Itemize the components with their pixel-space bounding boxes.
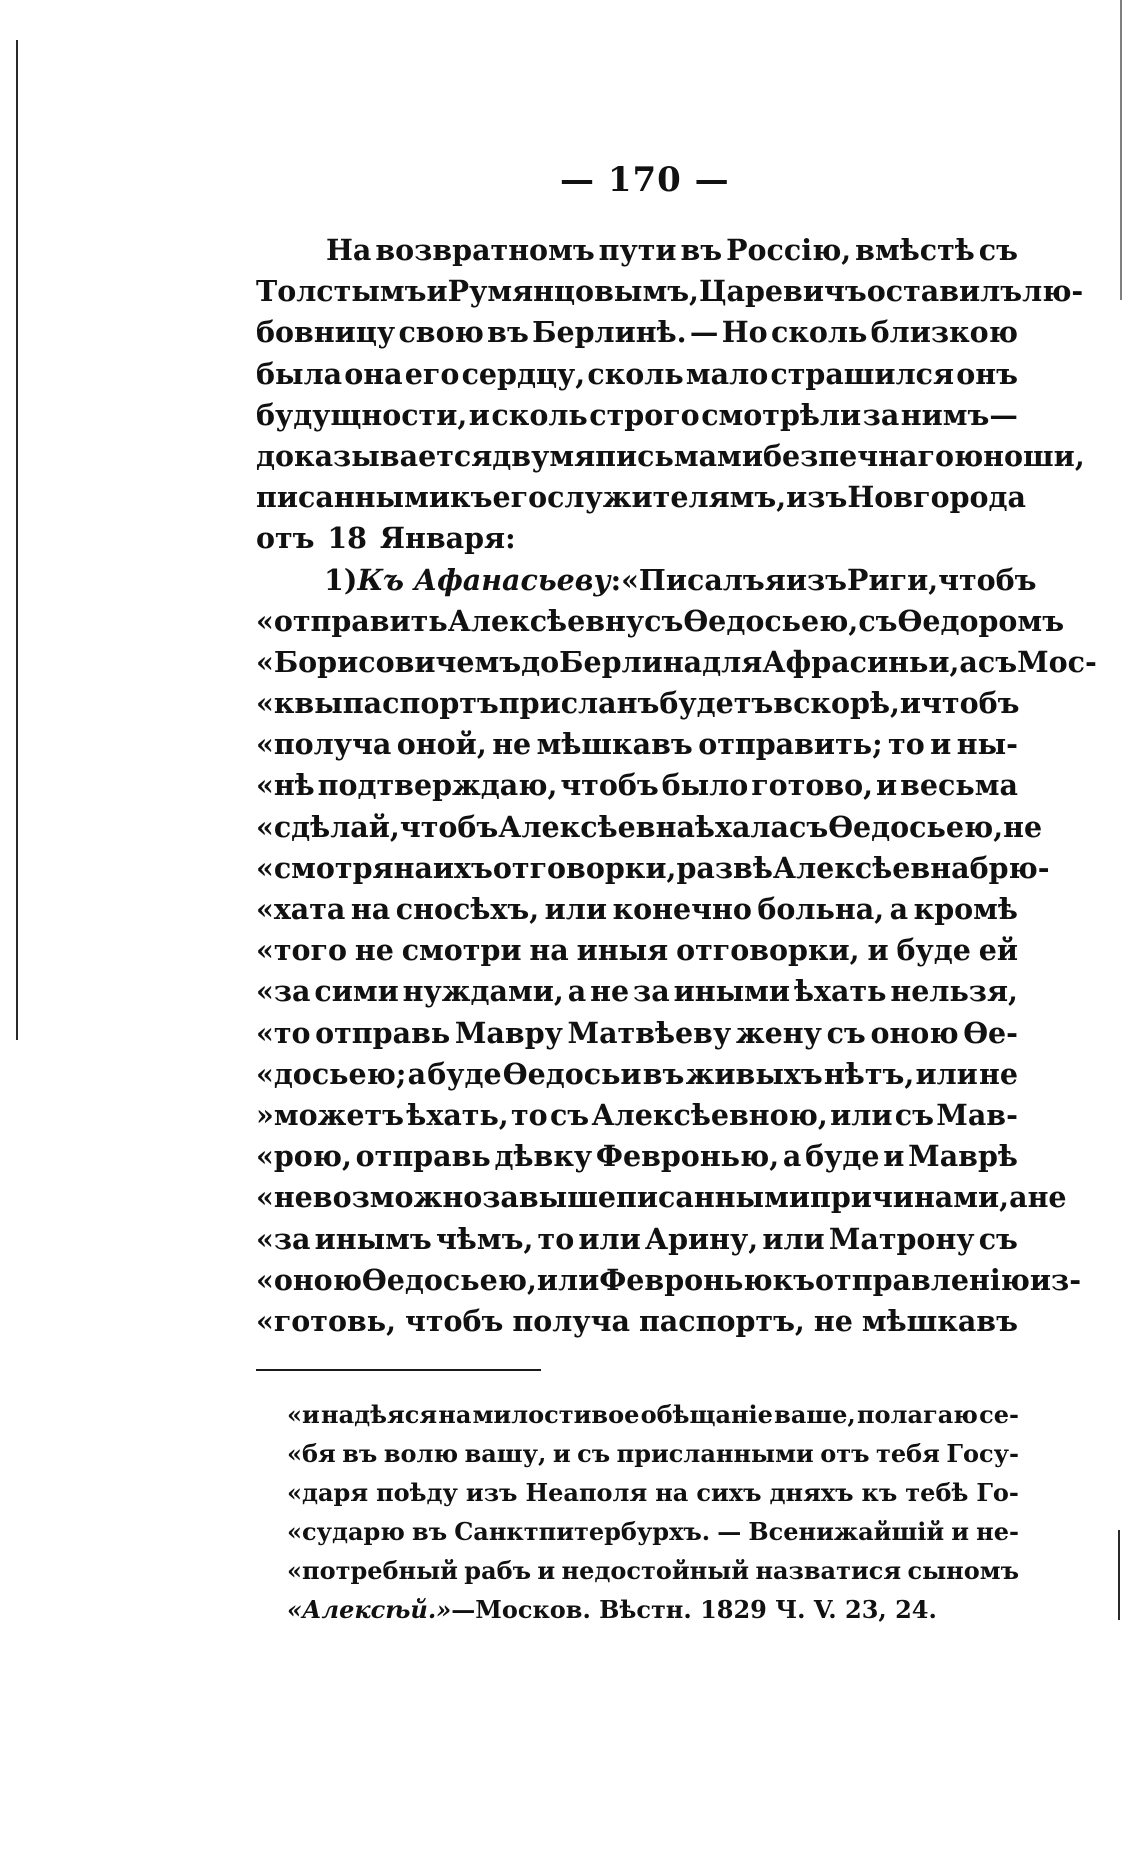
word: оною: [870, 1015, 959, 1050]
word: На: [326, 233, 372, 267]
word: «то: [256, 1015, 311, 1050]
word: поѣду: [376, 1478, 458, 1507]
word: «смотря: [256, 850, 394, 885]
word: къ: [450, 480, 493, 515]
word: «сдѣлай,: [256, 809, 400, 844]
word: Ѳедоромъ: [897, 603, 1065, 638]
text-line: [287, 1512, 1019, 1551]
word: Мав-: [936, 1097, 1018, 1132]
word: ѣхала: [694, 809, 789, 844]
text-line: [287, 1434, 1019, 1473]
word: се-: [979, 1400, 1019, 1429]
word: съ: [788, 809, 829, 844]
word: то: [511, 1097, 548, 1132]
word: «оною: [256, 1262, 362, 1297]
word: а: [567, 974, 587, 1009]
text-line: [287, 1473, 1019, 1512]
word: Толстымъ: [256, 274, 427, 309]
word: и: [876, 768, 898, 803]
text-line: [256, 1095, 1018, 1136]
word: Февронью: [599, 1262, 773, 1297]
word: Ѳедосьею,: [828, 809, 1004, 844]
word: брю-: [969, 850, 1050, 885]
word: Алексѣевна: [772, 850, 970, 885]
word: двумя: [492, 438, 596, 473]
word: нимъ—: [900, 397, 1018, 432]
word: инымъ: [314, 1221, 432, 1256]
word: дѣвку: [494, 1139, 593, 1174]
text-line: [256, 230, 1018, 271]
word: будетъ: [659, 686, 774, 721]
word: и: [537, 1556, 556, 1585]
word: или: [830, 1097, 893, 1132]
word: а: [959, 644, 978, 679]
word: развѣ: [676, 850, 773, 885]
scan-right-edge-mark: [1118, 1530, 1120, 1620]
word: Румянцовымъ,: [447, 274, 699, 309]
word: Февронью,: [595, 1139, 780, 1174]
word: присланными: [616, 1439, 814, 1468]
word: смотрѣли: [701, 397, 862, 432]
word: ихъ: [432, 850, 493, 885]
word: писанными: [256, 480, 451, 515]
word: или: [536, 1262, 600, 1297]
word: буде: [896, 933, 971, 968]
word: отъ: [820, 1439, 870, 1468]
text-line: [256, 601, 1065, 642]
text-line: [256, 436, 1085, 477]
word: «хата: [256, 892, 346, 926]
letter-number: 1): [324, 562, 358, 597]
word: Го-: [976, 1478, 1019, 1507]
word: страшился: [770, 356, 955, 391]
text-line: [256, 477, 1026, 518]
word: отговорки,: [492, 850, 677, 885]
word: Россію,: [726, 233, 852, 267]
word: или: [915, 1056, 978, 1091]
word: съ: [644, 603, 684, 638]
word: иныя: [576, 933, 669, 968]
word: не: [1003, 809, 1043, 844]
scan-right-edge: [1120, 0, 1122, 300]
word: отправить;: [698, 727, 883, 762]
word: »можетъ: [256, 1097, 405, 1132]
text-line: [256, 1054, 1018, 1095]
word: иными: [673, 974, 791, 1009]
word: Санктпитербурхъ.: [454, 1517, 711, 1546]
word: «нѣ: [256, 768, 315, 803]
word: оставилъ: [866, 274, 1023, 309]
word: Новгорода: [847, 480, 1026, 515]
word: Алексѣевна: [498, 809, 695, 844]
page-number: — 170 —: [560, 160, 730, 200]
word: на: [529, 933, 569, 968]
text-line: [256, 848, 1050, 889]
word: съ: [894, 1097, 934, 1132]
word: вышеписанными: [518, 1180, 811, 1215]
word: живыхъ: [685, 1056, 823, 1091]
word: не-: [976, 1517, 1019, 1546]
word: из-: [1029, 1262, 1082, 1297]
word: Ѳе-: [963, 1015, 1018, 1050]
word: съ: [858, 603, 898, 638]
word: его: [404, 356, 460, 391]
word: а: [407, 1056, 427, 1091]
footnote-signature: «Алексѣй.»: [287, 1595, 452, 1624]
letter-text: [256, 601, 1097, 1342]
word: будущности,: [256, 397, 468, 432]
text-line: [256, 1260, 1082, 1301]
word: а: [889, 892, 909, 926]
word: отправь: [315, 1015, 451, 1050]
word: обѣщаніе: [640, 1400, 773, 1429]
intro-word: «Писалъ: [621, 562, 765, 597]
footnote-divider: [256, 1369, 541, 1371]
word: съ: [977, 644, 1018, 679]
word: близкою: [870, 315, 1018, 350]
word: «Борисовичемъ: [256, 644, 522, 679]
word: въ: [487, 315, 529, 350]
word: «готовь,: [256, 1303, 397, 1338]
word: на: [655, 1478, 689, 1507]
word: «рою,: [256, 1139, 352, 1174]
word: съ: [978, 233, 1018, 267]
word: надѣяся: [321, 1400, 438, 1429]
word: и: [552, 1439, 571, 1468]
word: паспортъ,: [638, 1303, 805, 1338]
text-line: [256, 724, 1018, 765]
word: свою: [398, 315, 484, 350]
word: «потребный: [287, 1556, 458, 1585]
addressee-group: [357, 560, 621, 601]
word: буде: [427, 1056, 502, 1091]
word: возвратномъ: [375, 233, 595, 267]
word: Ѳедосьею,: [361, 1262, 537, 1297]
word: присланъ: [498, 686, 660, 721]
word: мѣшкавъ: [861, 1303, 1018, 1338]
word: отправь: [355, 1139, 491, 1174]
word: бовницу: [256, 315, 396, 350]
word: служителямъ,: [547, 480, 787, 515]
word: въ: [642, 1056, 685, 1091]
text-line: [256, 312, 1018, 353]
word: для: [702, 644, 763, 679]
text-line: [256, 1177, 1067, 1218]
word: не: [813, 1303, 853, 1338]
word: не: [492, 727, 532, 762]
word: съ: [577, 1439, 611, 1468]
word: «сударю: [287, 1517, 405, 1546]
word: и: [951, 1517, 970, 1546]
word: —: [689, 315, 719, 350]
text-line: [256, 1136, 1018, 1177]
word: отъ: [256, 521, 315, 556]
word: мѣшкавъ: [536, 727, 693, 762]
word: сколь: [587, 356, 684, 391]
word: вскорѣ,: [773, 686, 900, 721]
word: его: [492, 480, 548, 515]
text-line: [256, 930, 1018, 971]
word: Афрасиньи,: [762, 644, 960, 679]
word: и: [867, 933, 889, 968]
word: изъ: [786, 480, 848, 515]
word: «бя: [287, 1439, 336, 1468]
word: ваше,: [774, 1400, 856, 1429]
word: полагаю: [856, 1400, 978, 1429]
intro-word: изъ: [785, 562, 848, 597]
word: юноши,: [953, 438, 1085, 473]
word: изъ: [465, 1478, 518, 1507]
text-line: [256, 642, 1097, 683]
word: весьма: [900, 768, 1018, 803]
word: а: [782, 1139, 802, 1174]
word: строго: [589, 397, 700, 432]
text-line: [256, 395, 1018, 436]
word: подтверждаю,: [317, 768, 558, 803]
word: не: [590, 974, 630, 1009]
word: нуждами,: [402, 974, 564, 1009]
main-text: [256, 230, 1097, 1342]
word: «квы: [256, 686, 343, 721]
word: на: [393, 850, 433, 885]
footnote: [287, 1395, 1019, 1629]
word: оной,: [396, 727, 487, 762]
word: «отправить: [256, 603, 448, 638]
word: или: [762, 1221, 825, 1256]
word: конечно: [612, 892, 752, 926]
word: сносѣхъ,: [395, 892, 540, 926]
word: —: [717, 1517, 742, 1546]
text-line: [256, 971, 1018, 1012]
word: онъ: [956, 356, 1018, 391]
word: и: [930, 727, 952, 762]
word: кромѣ: [913, 892, 1018, 926]
word: письмами: [595, 438, 763, 473]
text-line: [256, 765, 1018, 806]
word: безпечнаго: [762, 438, 954, 473]
word: тебя: [876, 1439, 940, 1468]
word: лю-: [1022, 274, 1084, 309]
word: ѣхать: [793, 974, 887, 1009]
word: то: [888, 727, 925, 762]
word: мало: [685, 356, 769, 391]
word: Матрону: [828, 1221, 975, 1256]
word: сколь: [770, 315, 868, 350]
word: Царевичъ: [698, 274, 867, 309]
word: за: [482, 1180, 519, 1215]
text-line: [256, 683, 1018, 724]
word: назватися: [755, 1556, 902, 1585]
word: сими: [314, 974, 399, 1009]
word: «и: [287, 1400, 320, 1429]
word: буде: [805, 1139, 880, 1174]
word: Мос-: [1017, 644, 1097, 679]
word: она: [344, 356, 403, 391]
text-line: [256, 889, 1018, 930]
word: чтобъ: [921, 686, 1020, 721]
word: Берлинѣ.: [532, 315, 687, 350]
word: чтобъ: [405, 1303, 504, 1338]
text-line: [256, 518, 1018, 559]
text-line: [287, 1395, 1019, 1434]
word: смотри: [401, 933, 522, 968]
word: на: [350, 892, 391, 926]
footnote-citation: —Москов. Вѣстн. 1829 Ч. V. 23, 24.: [451, 1595, 937, 1624]
word: причинами,: [810, 1180, 1010, 1215]
text-line: [256, 354, 1018, 395]
word: дняхъ: [769, 1478, 854, 1507]
word: отговорки,: [676, 933, 860, 968]
word: или: [578, 1221, 641, 1256]
word: паспортъ: [342, 686, 499, 721]
footnote-lines: [287, 1395, 1019, 1590]
intro-word: чтобъ: [938, 562, 1037, 597]
footnote-citation-line: [287, 1590, 1019, 1629]
word: «за: [256, 1221, 311, 1256]
intro-word: я: [764, 562, 786, 597]
word: сердцу,: [461, 356, 586, 391]
word: ны-: [956, 727, 1018, 762]
word: чтобъ: [399, 809, 499, 844]
intro-word: Риги,: [847, 562, 939, 597]
word: нѣтъ,: [823, 1056, 915, 1091]
word: нельзя,: [890, 974, 1018, 1009]
text-line: [256, 1013, 1018, 1054]
word: пути: [598, 233, 677, 267]
word: и: [883, 1139, 905, 1174]
intro-paragraph: [256, 230, 1085, 560]
word: не: [354, 933, 394, 968]
scan-left-edge: [16, 40, 18, 1040]
word: и: [899, 686, 922, 721]
word: милостивое: [472, 1400, 640, 1429]
word: съ: [978, 1221, 1018, 1256]
word: «невозможно: [256, 1180, 483, 1215]
word: вмѣстѣ: [855, 233, 975, 267]
word: чѣмъ,: [435, 1221, 534, 1256]
word: «получа: [256, 727, 392, 762]
word: «за: [256, 974, 311, 1009]
word: Матвѣеву: [567, 1015, 732, 1050]
word: то: [537, 1221, 575, 1256]
word: жену: [735, 1015, 822, 1050]
word: не: [978, 1056, 1018, 1091]
word: до: [521, 644, 560, 679]
word: получа: [512, 1303, 630, 1338]
text-line: [256, 1219, 1018, 1260]
addressee-colon: :: [610, 562, 622, 597]
word: Ѳедосьею,: [683, 603, 859, 638]
word: не: [1027, 1180, 1067, 1215]
word: къ: [861, 1478, 898, 1507]
word: ей: [978, 933, 1018, 968]
word: больна,: [757, 892, 885, 926]
word: Января:: [379, 521, 516, 556]
word: и: [426, 274, 448, 309]
word: тебѣ: [905, 1478, 969, 1507]
word: или: [544, 892, 608, 926]
word: готово,: [751, 768, 874, 803]
word: съ: [549, 1097, 590, 1132]
letter-addressee: Къ Афанасьеву: [357, 562, 611, 597]
word: была: [256, 356, 343, 391]
word: съ: [826, 1015, 866, 1050]
text-line: [256, 1301, 1018, 1342]
word: чтобъ: [560, 768, 659, 803]
word: отправленію: [815, 1262, 1030, 1297]
word: «досьею;: [256, 1056, 407, 1091]
word: а: [1009, 1180, 1028, 1215]
word: къ: [772, 1262, 816, 1297]
word: сыномъ: [907, 1556, 1019, 1585]
word: Мавру: [454, 1015, 563, 1050]
text-line: [256, 807, 1043, 848]
word: на: [438, 1400, 472, 1429]
word: «того: [256, 933, 347, 968]
word: было: [661, 768, 749, 803]
word: Алексѣевною,: [591, 1097, 828, 1132]
text-line: [287, 1551, 1019, 1590]
word: доказывается: [256, 438, 493, 473]
word: Госу-: [946, 1439, 1019, 1468]
word: сихъ: [696, 1478, 762, 1507]
word: сколь: [491, 397, 588, 432]
word: Неаполя: [525, 1478, 648, 1507]
word: Но: [721, 315, 768, 350]
word: вашу,: [464, 1439, 547, 1468]
word: ѣхать,: [406, 1097, 509, 1132]
word: рабъ: [464, 1556, 532, 1585]
text-line: [256, 271, 1084, 312]
word: въ: [412, 1517, 448, 1546]
word: Всенижайшій: [748, 1517, 945, 1546]
word: Ѳедосьи: [502, 1056, 642, 1091]
word: «даря: [287, 1478, 369, 1507]
word: волю: [383, 1439, 459, 1468]
word: Берлина: [559, 644, 703, 679]
word: 18: [327, 521, 368, 556]
word: Арину,: [644, 1221, 759, 1256]
word: и: [468, 397, 490, 432]
word: въ: [342, 1439, 378, 1468]
word: недостойный: [561, 1556, 750, 1585]
letter-intro-line: [256, 560, 1037, 601]
word: за: [633, 974, 670, 1009]
word: Маврѣ: [908, 1139, 1018, 1174]
word: въ: [680, 233, 723, 267]
word: Алексѣевну: [447, 603, 645, 638]
word: за: [862, 397, 900, 432]
